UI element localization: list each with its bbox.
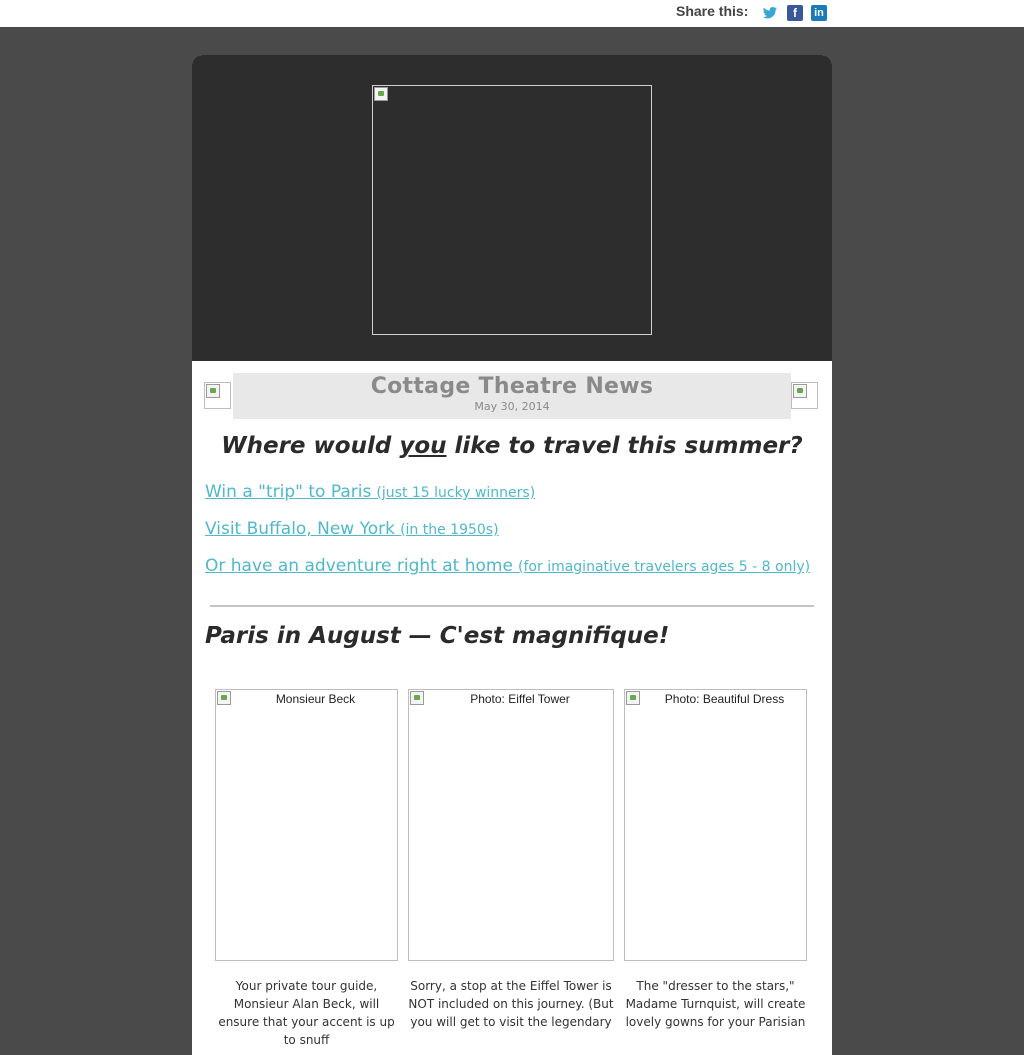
photo-alt-text: Photo: Beautiful Dress	[664, 692, 785, 706]
link-main-text: Or have an adventure right at home	[205, 556, 513, 576]
link-detail-text: (just 15 lucky winners)	[376, 485, 536, 501]
linkedin-icon[interactable]: in	[811, 5, 827, 21]
broken-image-icon	[217, 691, 231, 705]
broken-image-icon	[374, 87, 388, 101]
right-decor-image	[791, 382, 818, 409]
photo-eiffel-tower	[408, 689, 614, 961]
link-home-adventure[interactable]	[205, 556, 810, 576]
photo-caption: Sorry, a stop at the Eiffel Tower is NOT included on this journey. (But you will get to visit the legendary	[408, 979, 614, 1029]
main-headline	[192, 433, 832, 459]
link-main-text: Win a "trip" to Paris	[205, 482, 372, 502]
link-detail-text: (for imaginative travelers ages 5 - 8 only)	[518, 559, 811, 575]
link-paris[interactable]	[205, 482, 535, 502]
broken-image-icon	[793, 384, 807, 398]
hero-image	[372, 85, 652, 335]
broken-image-icon	[206, 384, 220, 398]
photo-caption: Your private tour guide, Monsieur Alan Beck, will ensure that your accent is up to snuff	[218, 979, 395, 1047]
link-main-text: Visit Buffalo, New York	[205, 519, 395, 539]
photo-alt-text: Photo: Eiffel Tower	[470, 692, 570, 706]
newsletter-header	[233, 373, 791, 419]
photo-caption: The "dresser to the stars," Madame Turnquist, will create lovely gowns for your Parisian	[625, 979, 806, 1029]
section-title: Paris in August — C'est magnifique!	[205, 623, 670, 649]
share-label: Share this:	[676, 3, 749, 19]
headline-post: like to travel this summer?	[446, 433, 803, 459]
broken-image-icon	[626, 691, 640, 705]
newsletter-card	[192, 55, 832, 1055]
link-detail-text: (in the 1950s)	[400, 522, 499, 538]
section-divider	[210, 605, 814, 607]
newsletter-date: May 30, 2014	[474, 400, 550, 413]
share-bar	[0, 0, 1024, 27]
facebook-icon[interactable]: f	[787, 5, 803, 21]
link-buffalo[interactable]	[205, 519, 499, 539]
newsletter-title: Cottage Theatre News	[370, 374, 654, 399]
photo-alt-text: Monsieur Beck	[275, 692, 356, 706]
headline-emphasis: you	[399, 433, 447, 459]
headline-pre: Where would	[221, 433, 400, 459]
twitter-icon[interactable]	[762, 5, 778, 21]
photo-monsieur-beck	[215, 689, 398, 961]
left-decor-image	[204, 382, 231, 409]
photo-beautiful-dress	[624, 689, 807, 961]
broken-image-icon	[410, 691, 424, 705]
hero-banner	[192, 55, 832, 361]
